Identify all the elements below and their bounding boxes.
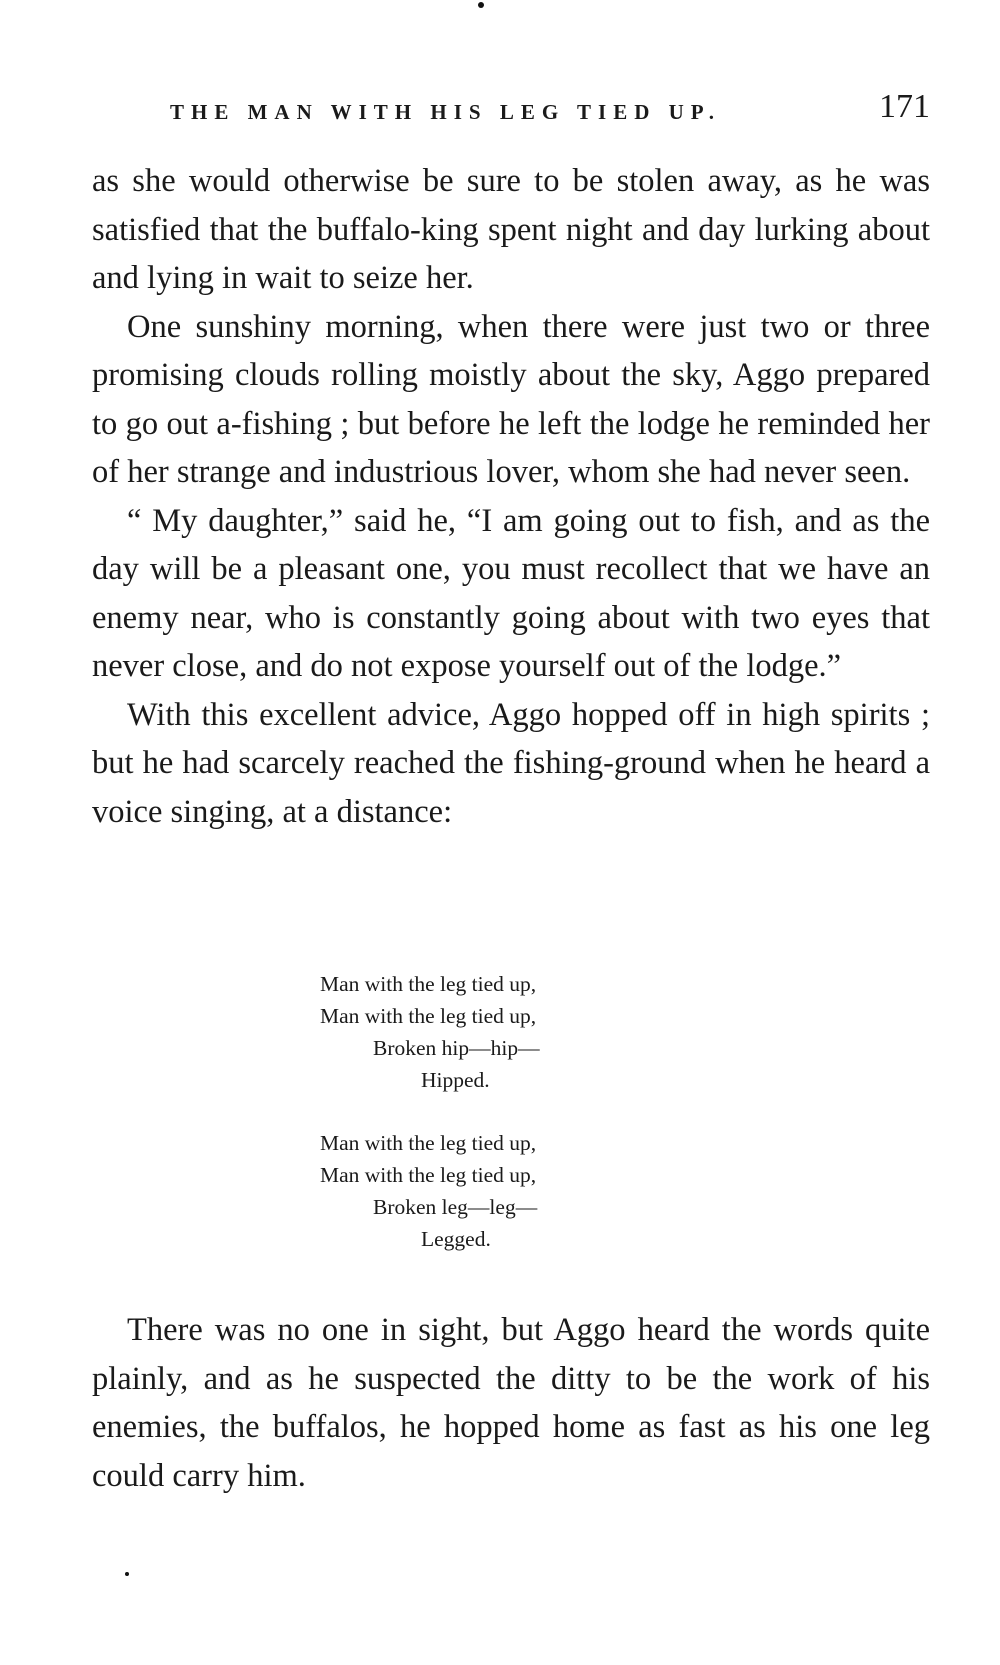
song-line: Broken hip—hip— <box>373 1036 540 1060</box>
running-head <box>170 88 930 128</box>
song-line: Legged. <box>421 1227 491 1251</box>
body-text-top <box>92 157 930 836</box>
paragraph-2: One sunshiny morning, when there were just two or three promising clouds rolling moistly about the sky, Aggo prepared to go out a-fishing ; but before he left the lodge he reminded her of her strange and industrious lover, whom she had never seen. <box>92 308 930 490</box>
ink-speck-top <box>478 2 484 8</box>
song-line: Man with the leg tied up, <box>320 972 537 996</box>
song-line: Man with the leg tied up, <box>320 1131 537 1155</box>
song-stanza-1 <box>320 968 620 1096</box>
paragraph-4: With this excellent advice, Aggo hopped off in high spirits ; but he had scarcely reached the fishing-ground when he heard a voice singing, at a distance: <box>92 696 930 830</box>
page-number: 171 <box>879 88 930 125</box>
running-title: THE MAN WITH HIS LEG TIED UP. <box>170 100 721 124</box>
body-text-bottom <box>92 1306 930 1500</box>
song-stanza-2 <box>320 1127 620 1255</box>
song-line: Broken leg—leg— <box>373 1195 538 1219</box>
paragraph-5: There was no one in sight, but Aggo heard the words quite plainly, and as he suspected the ditty to be the work of his enemies, the buffalos, he hopped home as fast as his one leg could carry him. <box>92 1312 930 1494</box>
song-line: Man with the leg tied up, <box>320 1163 537 1187</box>
paragraph-1: as she would otherwise be sure to be stolen away, as he was satisfied that the buffalo-king spent night and day lurking about and lying in wait to seize her. <box>92 163 930 296</box>
song-line: Man with the leg tied up, <box>320 1004 537 1028</box>
paragraph-3: “ My daughter,” said he, “I am going out to fish, and as the day will be a pleasant one, you must recollect that we have an enemy near, who is constantly going about with two eyes that never close, and do not expose yourself out of the lodge.” <box>92 502 930 684</box>
ink-speck-bottom <box>125 1572 129 1576</box>
song-line: Hipped. <box>421 1068 490 1092</box>
